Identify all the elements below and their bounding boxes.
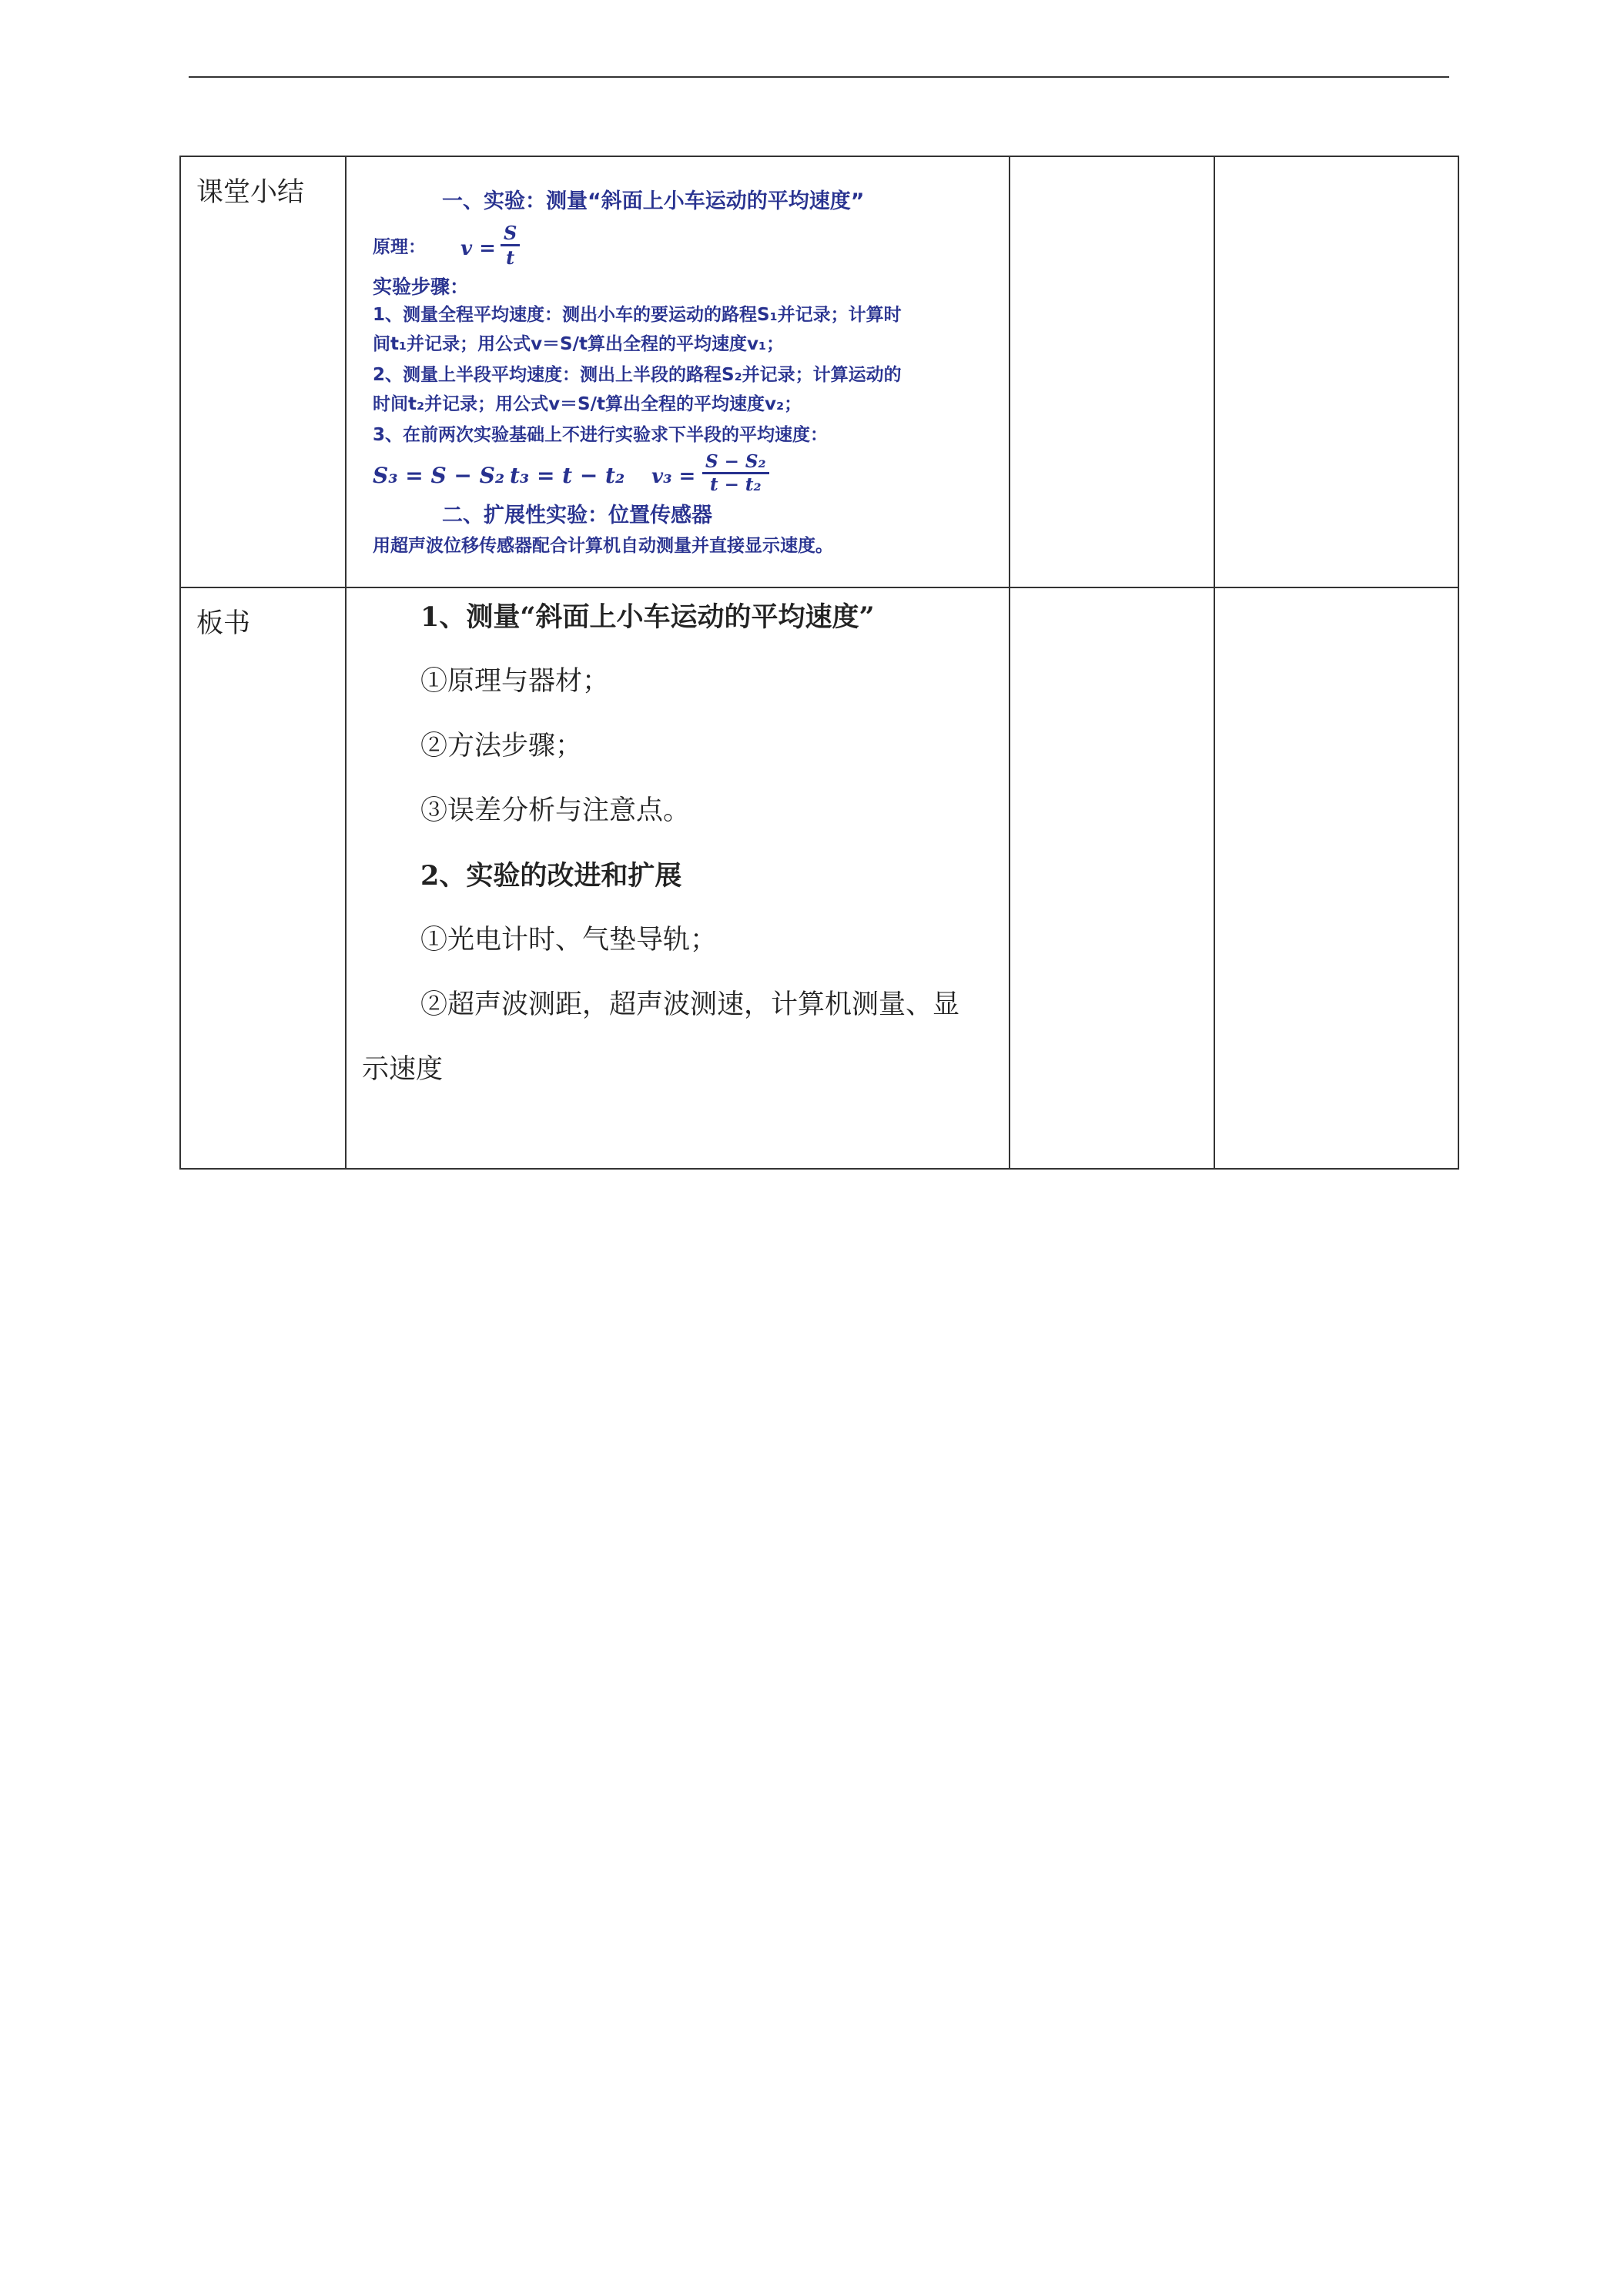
header-rule bbox=[189, 76, 1449, 78]
board-line-8: 示速度 bbox=[362, 1054, 444, 1085]
summary-panel bbox=[373, 163, 989, 564]
step3-line1: 3、在前两次实验基础上不进行实验求下半段的平均速度： bbox=[373, 425, 829, 445]
board-line-3: ②方法步骤； bbox=[420, 731, 583, 761]
step2-line2: 时间t₂并记录；用公式v＝S/t算出全程的平均速度v₂； bbox=[373, 394, 802, 414]
formula-v3-lhs: v₃ = bbox=[651, 465, 696, 488]
extension-text: 用超声波位移传感器配合计算机自动测量并直接显示速度。 bbox=[373, 536, 833, 556]
summary-label-cell bbox=[180, 156, 346, 587]
formula-s3: S₃ = S − S₂ bbox=[373, 463, 505, 488]
summary-heading-2: 二、扩展性实验：位置传感器 bbox=[442, 504, 712, 527]
summary-empty-cell-2 bbox=[1214, 156, 1458, 587]
board-line-1: 1、测量“斜面上小车运动的平均速度” bbox=[420, 601, 875, 633]
board-content-cell bbox=[346, 587, 1010, 1169]
principle-numerator: S bbox=[504, 222, 517, 244]
board-line-7: ②超声波测距，超声波测速，计算机测量、显 bbox=[420, 989, 960, 1020]
summary-content-cell bbox=[346, 156, 1010, 587]
summary-row bbox=[180, 156, 1458, 587]
board-line-5: 2、实验的改进和扩展 bbox=[420, 860, 682, 892]
board-label: 板书 bbox=[196, 608, 251, 639]
principle-label: 原理： bbox=[373, 237, 426, 257]
board-empty-cell-2 bbox=[1214, 587, 1458, 1169]
principle-fraction bbox=[501, 222, 520, 269]
formula-t3: t₃ = t − t₂ bbox=[510, 463, 625, 488]
summary-heading-1: 一、实验：测量“斜面上小车运动的平均速度” bbox=[442, 189, 865, 213]
board-label-cell bbox=[180, 587, 346, 1169]
lesson-plan-table bbox=[179, 156, 1459, 1170]
step1-line1: 1、测量全程平均速度：测出小车的要运动的路程S₁并记录；计算时 bbox=[373, 305, 902, 325]
board-line-2: ①原理与器材； bbox=[420, 666, 610, 697]
formula-v3-numerator: S − S₂ bbox=[705, 451, 766, 472]
principle-formula-lhs: v = bbox=[460, 237, 496, 260]
steps-label: 实验步骤： bbox=[373, 276, 470, 298]
board-row bbox=[180, 587, 1458, 1169]
principle-denominator: t bbox=[501, 244, 520, 269]
board-line-4: ③误差分析与注意点。 bbox=[420, 795, 691, 826]
formula-v3-fraction bbox=[702, 451, 769, 495]
step1-line2: 间t₁并记录；用公式v＝S/t算出全程的平均速度v₁； bbox=[373, 334, 785, 354]
summary-label: 课堂小结 bbox=[196, 177, 305, 208]
board-empty-cell-1 bbox=[1010, 587, 1214, 1169]
summary-empty-cell-1 bbox=[1010, 156, 1214, 587]
step2-line1: 2、测量上半段平均速度：测出上半段的路程S₂并记录；计算运动的 bbox=[373, 365, 902, 385]
formula-v3-denominator: t − t₂ bbox=[702, 472, 769, 495]
board-line-6: ①光电计时、气垫导轨； bbox=[420, 925, 718, 956]
